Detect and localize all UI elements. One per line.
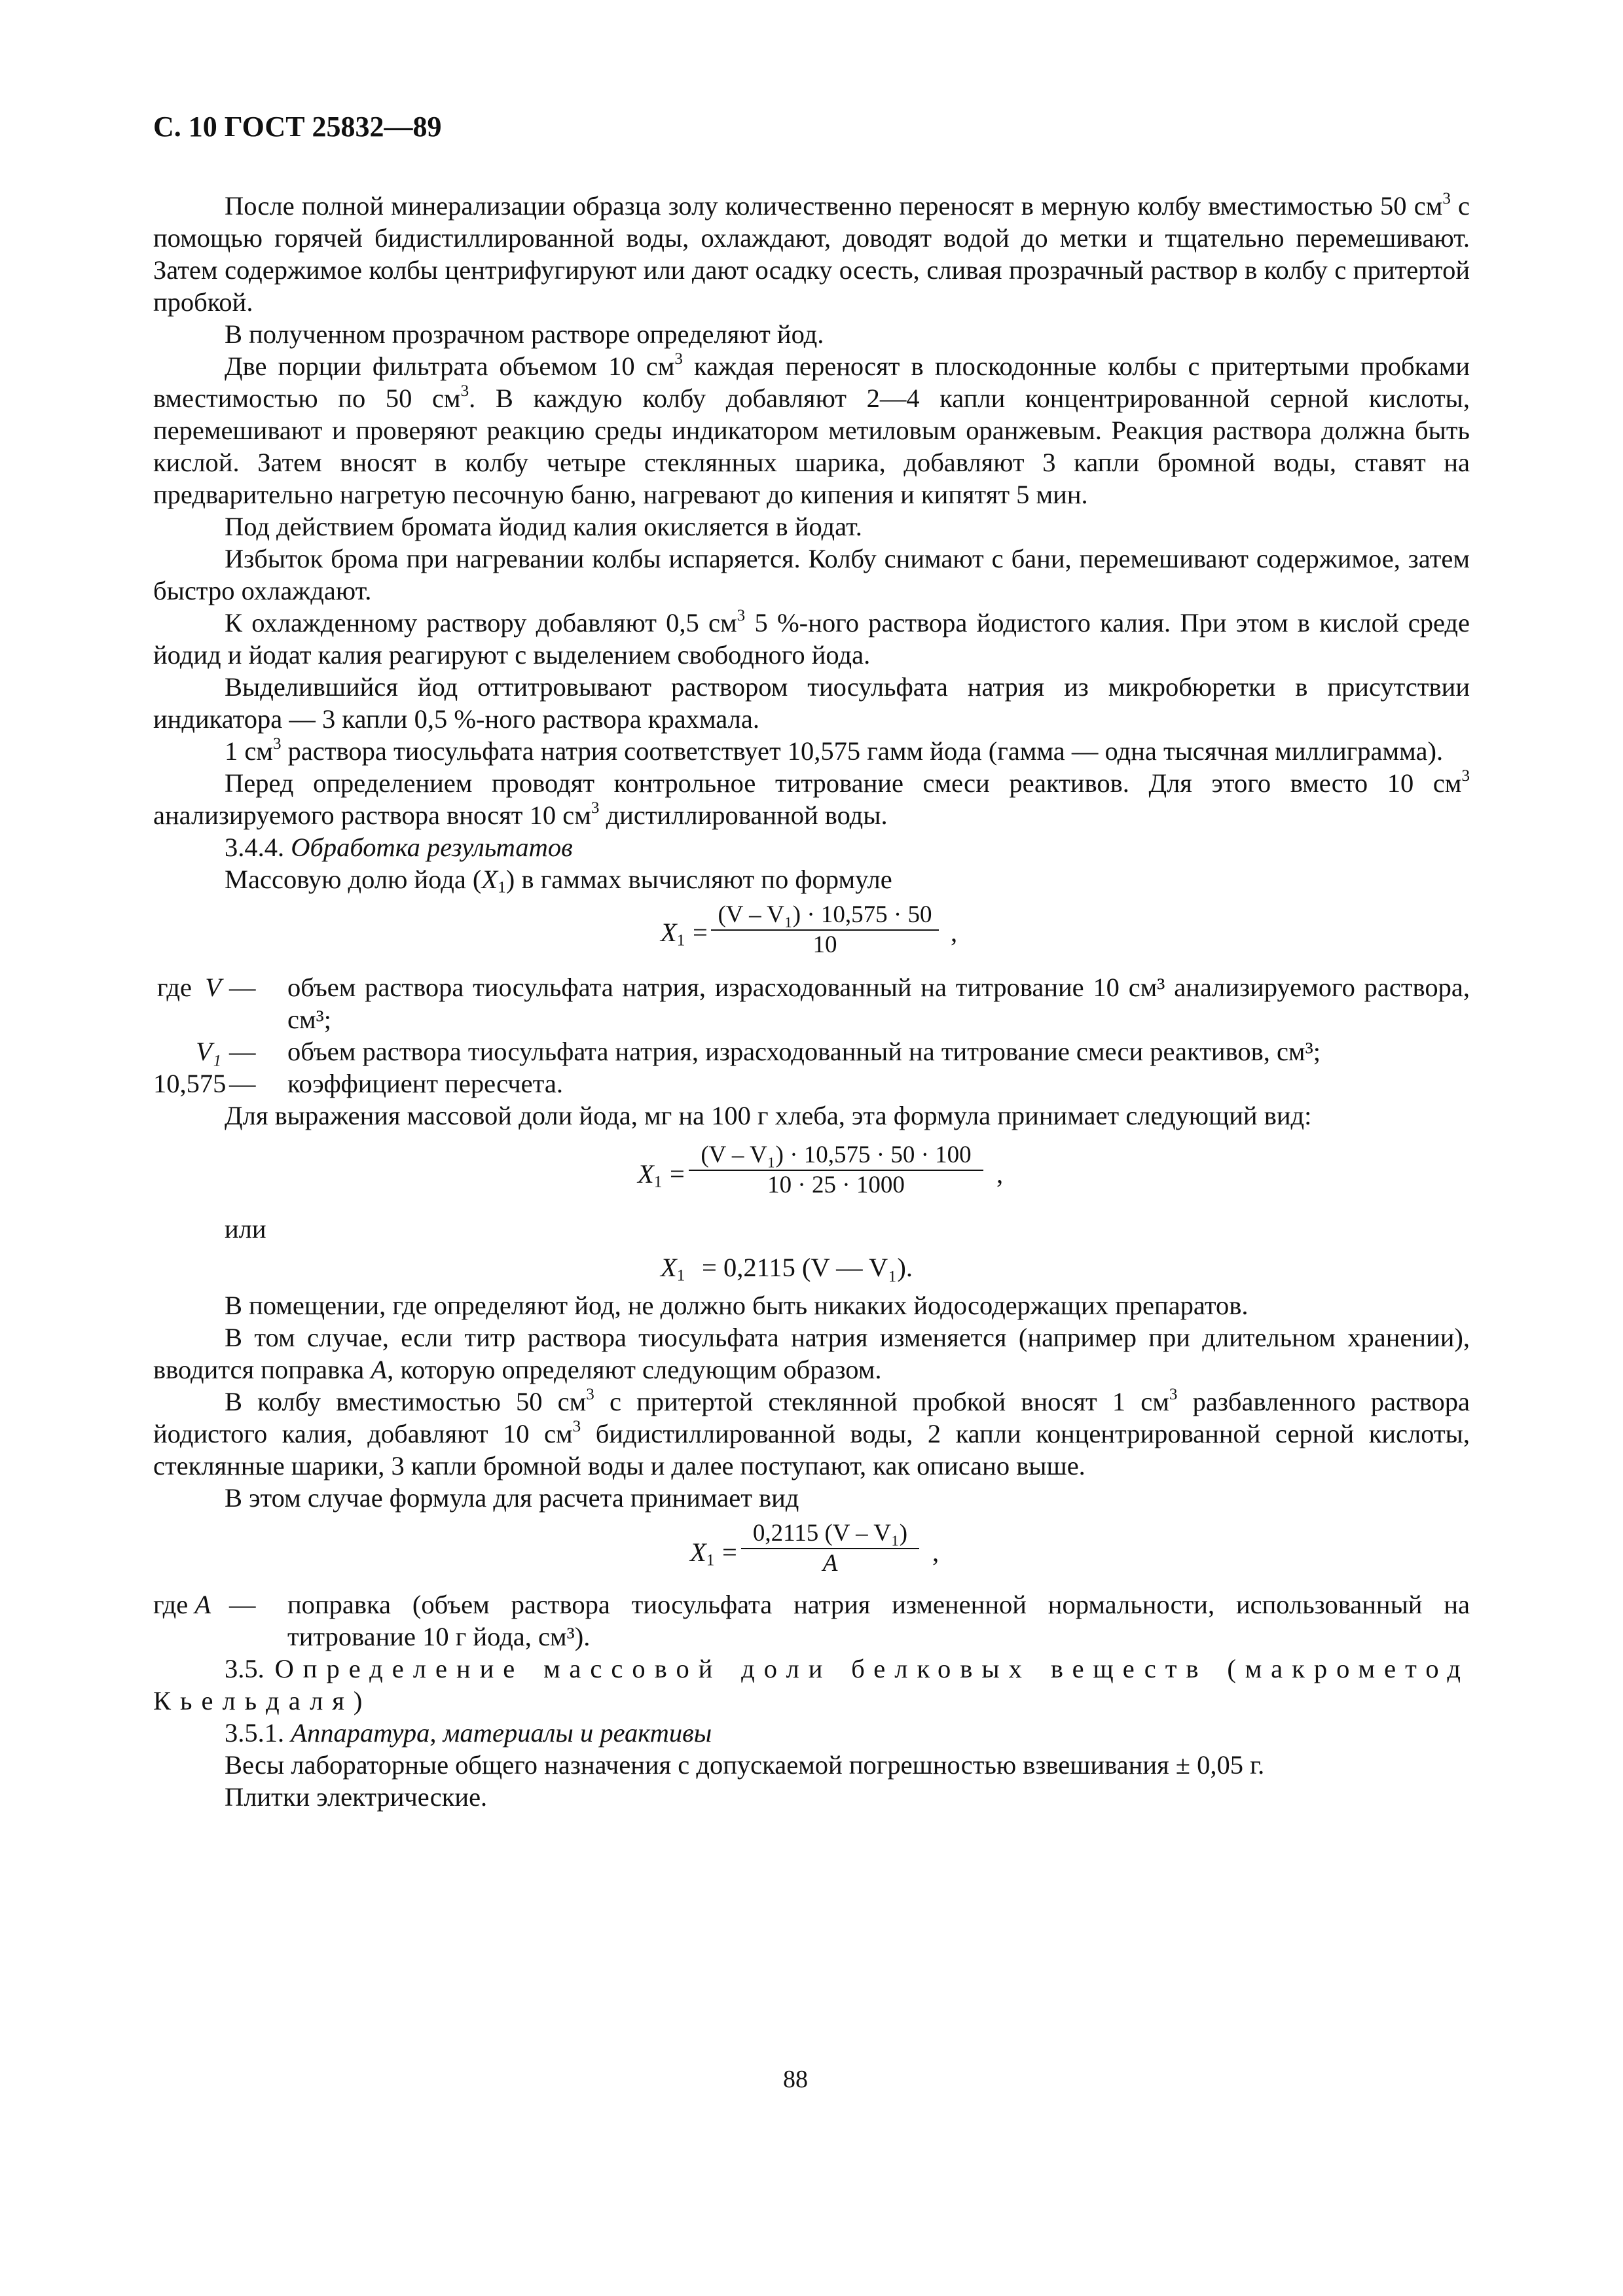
definition-coefficient: 10,575 — коэффициент пересчета.	[153, 1069, 563, 1098]
equals-sign: =	[670, 1159, 685, 1189]
formula-lhs: $X_1$	[638, 1159, 663, 1191]
denominator: 10 · 25 · 1000	[767, 1172, 905, 1198]
paragraph: 1 $см^3$ раствора тиосульфата натрия соответствует 10,575 гамм йода (гамма — одна тысячная миллиграмма).	[225, 734, 1444, 766]
paragraph: После полной минерализации образца золу количественно переносят в мерную колбу вместимостью 50 $см^3$ с помощью горячей бидистиллированной воды, охлаждают, доводят водой до метки и тщательно перемешивают. Затем содержимое колбы центрифугируют или дают осадку осесть, сливая прозрачный раствор в колбу с притертой пробкой.	[153, 189, 1470, 317]
fraction	[711, 901, 939, 960]
formula-3	[153, 1246, 1470, 1287]
definition-a: где A — поправка (объем раствора тиосульфата натрия измененной нормальности, использованный на титрование 10 г йода, см³).	[153, 1590, 1470, 1651]
paragraph: Массовую долю йода $(X_1)$ в гаммах вычисляют по формуле	[225, 865, 892, 897]
formula-rhs: = 0,2115 (V — V₁).	[702, 1253, 913, 1282]
page-header: С. 10 ГОСТ 25832—89	[153, 111, 442, 143]
paragraph: В помещении, где определяют йод, не должно быть никаких йодосодержащих препаратов.	[225, 1291, 1249, 1320]
paragraph: В колбу вместимостью 50 $см^3$ с притертой стеклянной пробкой вносят 1 $см^3$ разбавленного раствора йодистого калия, добавляют 10 $см^3$ бидистиллированной воды, 2 капли концентрированной серной кислоты, стеклянные шарики, 3 капли бромной воды и далее поступают, как описано выше.	[153, 1385, 1470, 1480]
formula-lhs: $X_1$	[661, 1253, 685, 1285]
numerator: (V – V₁) · 10,575 · 50 · 100	[701, 1141, 972, 1168]
fraction	[689, 1141, 983, 1200]
paragraph: В том случае, если титр раствора тиосульфата натрия изменяется (например при длительном хранении), вводится поправка A, которую определяют следующим образом.	[153, 1323, 1470, 1384]
paragraph: Плитки электрические.	[225, 1782, 488, 1812]
page-number: 88	[783, 2066, 808, 2093]
paragraph: Под действием бромата йодид калия окисляется в йодат.	[225, 512, 862, 541]
paragraph: Для выражения массовой доли йода, мг на 100 г хлеба, эта формула принимает следующий вид:	[225, 1101, 1312, 1130]
paragraph: Две порции фильтрата объемом 10 $см^3$ каждая переносят в плоскодонные колбы с притертыми пробками вместимостью по 50 $см^3$. В каждую колбу добавляют 2—4 капли концентрированной серной кислоты, перемешивают и проверяют реакцию среды индикатором метиловым оранжевым. Реакция раствора должна быть кислой. Затем вносят в колбу четыре стеклянных шарика, добавляют 3 капли бромной воды, ставят на предварительно нагретую песочную баню, нагревают до кипения и кипятят 5 мин.	[153, 350, 1470, 509]
paragraph: Избыток брома при нагревании колбы испаряется. Колбу снимают с бани, перемешивают содержимое, затем быстро охлаждают.	[153, 544, 1470, 605]
paragraph: Перед определением проводят контрольное титрование смеси реактивов. Для этого вместо 10 $см^3$ анализируемого раствора вносят 10 $см^3$ дистиллированной воды.	[153, 766, 1470, 830]
fraction	[741, 1519, 919, 1578]
definition-v: где V — объем раствора тиосульфата натрия, израсходованный на титрование 10 см³ анализируемого раствора, см³;	[156, 973, 1470, 1034]
denominator: 10	[812, 931, 837, 958]
paragraph: Весы лабораторные общего назначения с допускаемой погрешностью взвешивания ± 0,05 г.	[225, 1750, 1265, 1780]
section-heading-3-5: 3.5. Определение массовой доли белковых веществ (макрометод Кьельдаля)	[153, 1654, 1470, 1715]
section-heading-3-5-1: 3.5.1. Аппаратура, материалы и реактивы	[225, 1718, 712, 1748]
numerator: (V – V₁) · 10,575 · 50	[718, 901, 932, 928]
paragraph: В полученном прозрачном растворе определяют йод.	[225, 319, 824, 349]
section-heading-3-4-4: 3.4.4. Обработка результатов	[225, 833, 573, 862]
formula-comma: ,	[996, 1159, 1004, 1189]
or-text: или	[225, 1214, 266, 1244]
equals-sign: =	[693, 918, 708, 947]
definitions-list	[153, 1588, 1470, 1653]
paragraph: В этом случае формула для расчета принимает вид	[225, 1483, 799, 1513]
paragraph: Выделившийся йод оттитровывают раствором тиосульфата натрия из микробюретки в присутствии индикатора — 3 капли 0,5 %-ного раствора крахмала.	[153, 672, 1470, 734]
equals-sign: =	[722, 1537, 737, 1567]
formula-comma: ,	[951, 918, 958, 947]
definition-v1: V₁ — объем раствора тиосульфата натрия, израсходованный на титрование смеси реактивов, см³;	[196, 1037, 1321, 1066]
formula-1	[153, 901, 1470, 965]
formula-lhs: $X_1$	[661, 918, 685, 950]
numerator: 0,2115 (V – V₁)	[752, 1520, 908, 1547]
paragraph: К охлажденному раствору добавляют 0,5 $см^3$ 5 %-ного раствора йодистого калия. При этом в кислой среде йодид и йодат калия реагируют с выделением свободного йода.	[153, 606, 1470, 670]
denominator: A	[822, 1550, 838, 1577]
formula-4	[153, 1519, 1470, 1582]
formula-comma: ,	[932, 1537, 939, 1567]
body-text	[153, 190, 1470, 1813]
formula-lhs: $X_1$	[690, 1537, 715, 1570]
formula-2	[153, 1137, 1470, 1206]
definitions-list	[153, 971, 1470, 1100]
